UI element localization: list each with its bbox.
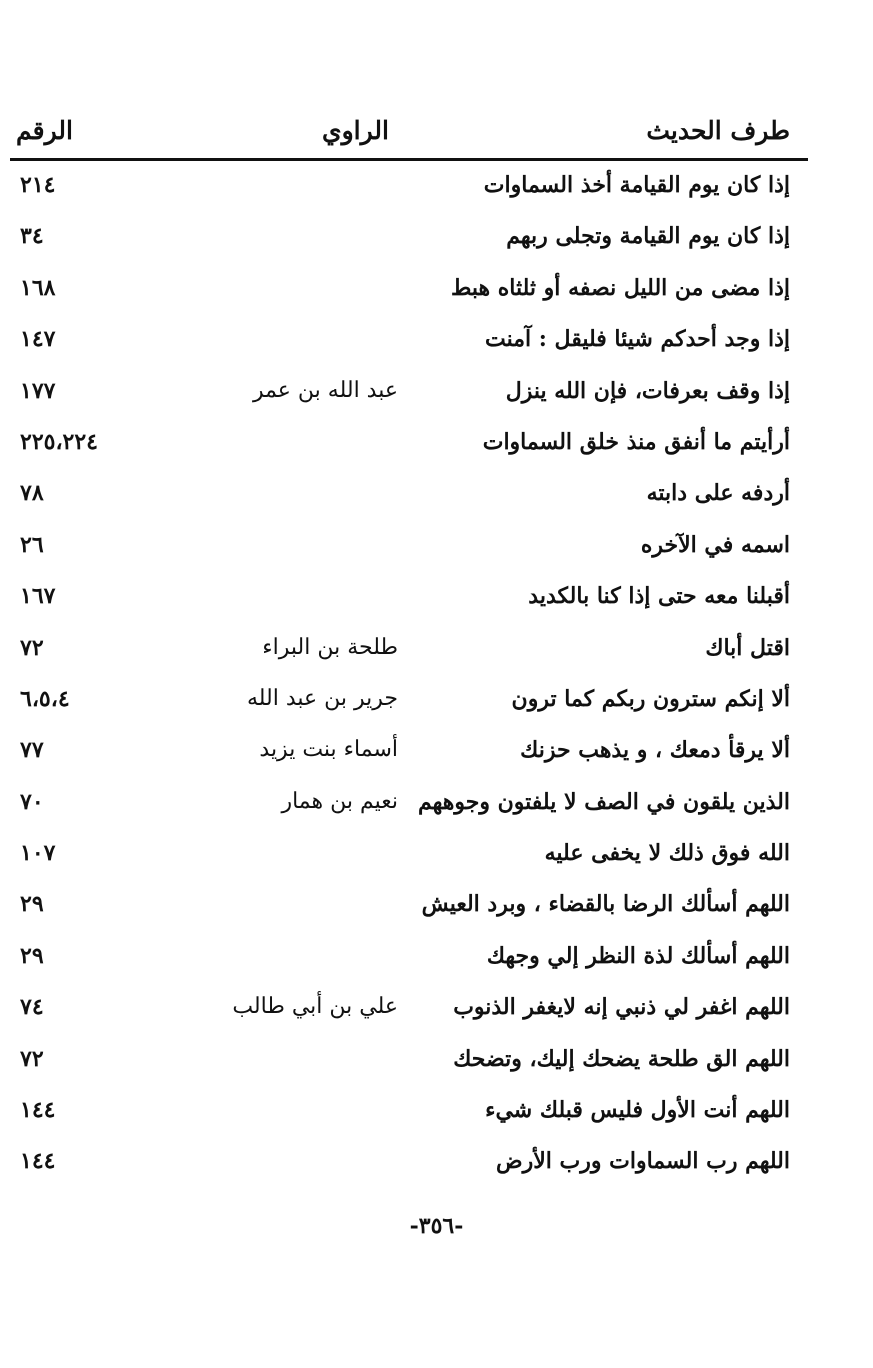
hadith-text: اسمه في الآخره [640,531,790,558]
hadith-number: ١٤٤ [20,1097,56,1124]
hadith-text: إذا كان يوم القيامة أخذ السماوات [483,172,790,198]
hadith-text: اللهم أسألك الرضا بالقضاء ، وبرد العيش [421,891,790,918]
hadith-number: ١٠٧ [20,840,56,867]
hadith-text: ألا يرقأ دمعك ، و يذهب حزنك [520,737,790,764]
table-row [10,828,808,879]
header-hadith: طرف الحديث [646,116,790,145]
hadith-number: ١٦٧ [20,583,56,610]
table-row [10,366,808,417]
hadith-text: أقبلنا معه حتى إذا كنا بالكديد [528,583,790,610]
hadith-number: ٢٢٥،٢٢٤ [20,428,98,455]
hadith-text: اللهم رب السماوات ورب الأرض [495,1148,790,1175]
table-row [10,623,808,674]
table-row [10,263,808,314]
hadith-number: ٧٢ [20,1045,44,1072]
table-row [10,777,808,828]
narrator-name: أسماء بنت يزيد [259,737,398,763]
hadith-number: ٧٨ [20,480,44,507]
hadith-number: ٧٠ [20,788,44,815]
table-row [10,1136,808,1187]
hadith-text: إذا كان يوم القيامة وتجلى ربهم [506,223,790,250]
hadith-text: أرأيتم ما أنفق منذ خلق السماوات [482,428,790,455]
table-row [10,468,808,519]
hadith-text: اللهم أسألك لذة النظر إلي وجهك [486,942,790,969]
table-body [10,160,808,1188]
hadith-number: ٦،٥،٤ [20,685,70,712]
narrator-name: طلحة بن البراء [262,634,398,660]
hadith-number: ٢٩ [20,891,44,918]
hadith-number: ١٧٧ [20,377,56,404]
hadith-text: إذا وقف بعرفات، فإن الله ينزل [505,377,790,404]
table-header [10,112,808,161]
table-row [10,417,808,468]
table-row [10,211,808,262]
table-row [10,314,808,365]
hadith-number: ١٤٤ [20,1148,56,1175]
hadith-text: الله فوق ذلك لا يخفى عليه [544,840,790,867]
table-row [10,982,808,1033]
table-row [10,160,808,211]
hadith-number: ٢٩ [20,942,44,969]
hadith-text: اقتل أباك [705,634,790,661]
hadith-number: ١٤٧ [20,326,56,353]
hadith-number: ٢١٤ [20,172,56,198]
table-row [10,1085,808,1136]
hadith-text: اللهم أنت الأول فليس قبلك شيء [485,1097,790,1124]
hadith-number: ٧٢ [20,634,44,661]
hadith-text: ألا إنكم سترون ربكم كما ترون [511,685,790,712]
page-number: -٣٥٦- [409,1213,464,1239]
narrator-name: نعيم بن همار [281,788,398,814]
hadith-number: ٢٦ [20,531,44,558]
narrator-name: عبد الله بن عمر [252,377,398,403]
narrator-name: جرير بن عبد الله [246,685,398,711]
hadith-text: إذا وجد أحدكم شيئا فليقل : آمنت [484,326,790,353]
hadith-text: أردفه على دابته [646,480,790,507]
hadith-number: ٧٤ [20,994,44,1021]
hadith-text: اللهم الق طلحة يضحك إليك، وتضحك [453,1045,790,1072]
hadith-text: الذين يلقون في الصف لا يلفتون وجوههم [418,788,790,815]
table-row [10,725,808,776]
table-row [10,931,808,982]
table-row [10,520,808,571]
table-row [10,1034,808,1085]
header-number: الرقم [16,116,73,145]
hadith-text: اللهم اغفر لي ذنبي إنه لايغفر الذنوب [453,994,790,1021]
hadith-number: ٣٤ [20,223,44,250]
hadith-number: ٧٧ [20,737,44,764]
table-row [10,571,808,622]
narrator-name: علي بن أبي طالب [232,994,398,1020]
header-narrator: الراوي [322,116,389,145]
hadith-number: ١٦٨ [20,274,56,301]
table-row [10,879,808,930]
hadith-text: إذا مضى من الليل نصفه أو ثلثاه هبط [450,274,790,301]
table-row [10,674,808,725]
